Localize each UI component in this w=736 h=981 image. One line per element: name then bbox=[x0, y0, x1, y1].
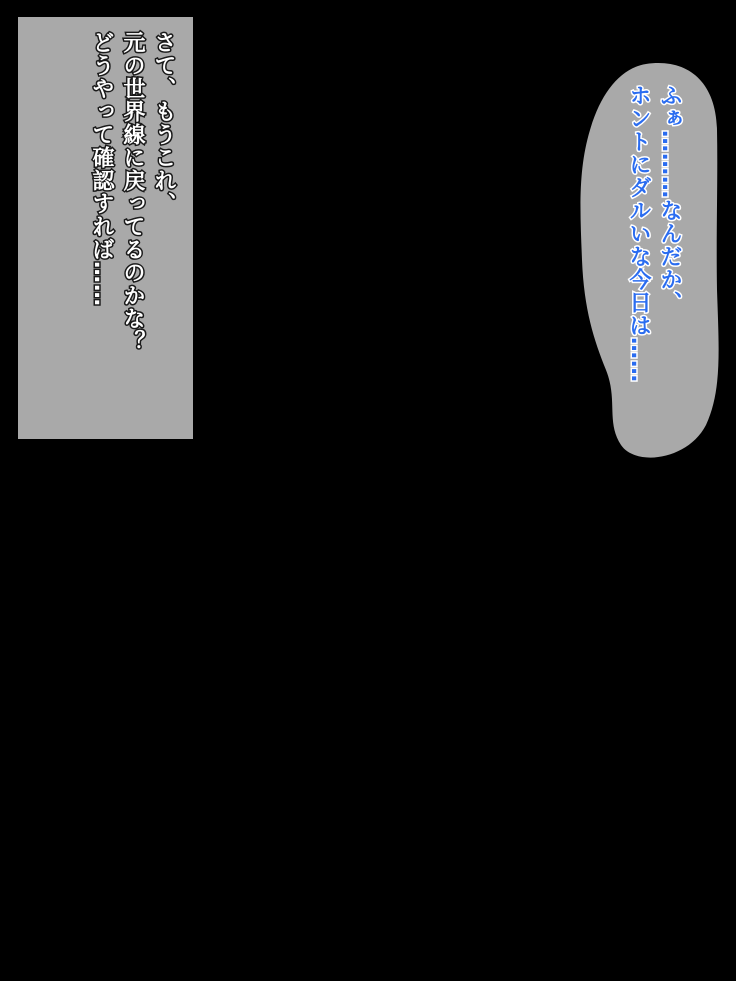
narration-line: 元の世界線に戻ってるのかな？ bbox=[120, 31, 145, 353]
bubble-text bbox=[623, 84, 685, 383]
narration-line: どうやって確認すれば…… bbox=[89, 31, 114, 307]
bubble-line: ホントにダルいな今日は…… bbox=[626, 84, 651, 383]
narration-box bbox=[18, 17, 193, 439]
bubble-line: ふぁ………なんだか、 bbox=[657, 84, 682, 314]
speech-bubble bbox=[576, 60, 724, 462]
narration-line: さて、もうこれ、 bbox=[151, 31, 176, 215]
narration-text bbox=[86, 31, 179, 353]
